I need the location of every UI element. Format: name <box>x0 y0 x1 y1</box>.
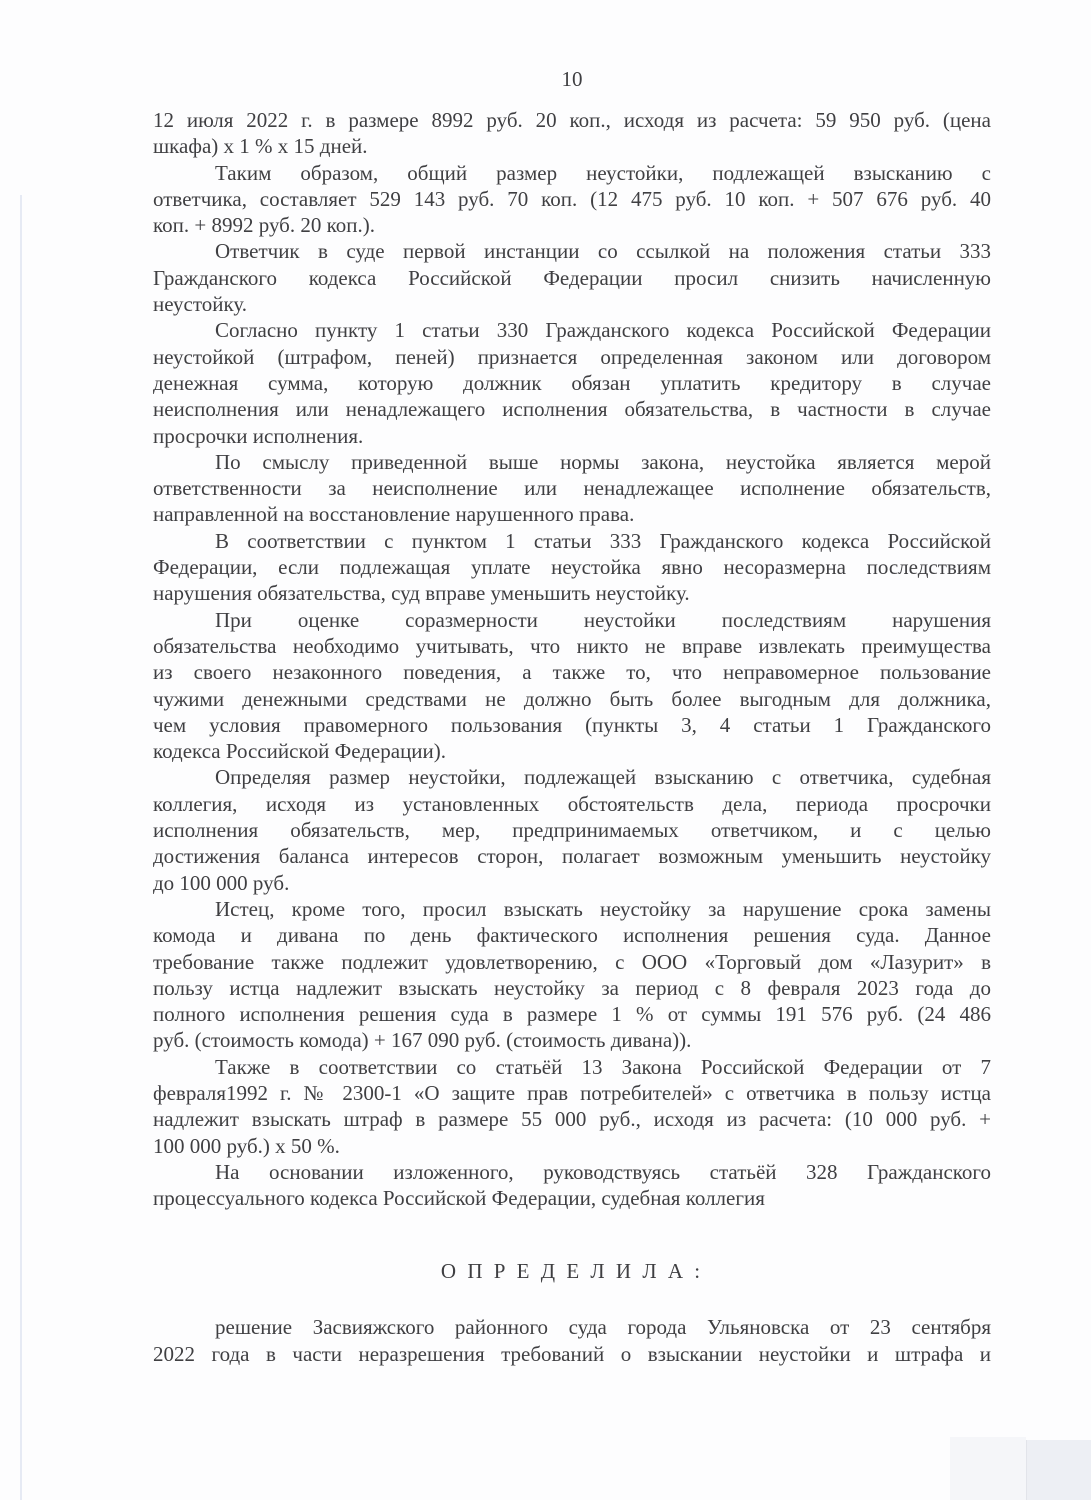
text-line: достижения баланса интересов сторон, полагает возможным уменьшить неустойку <box>153 844 991 869</box>
paragraph <box>153 317 991 448</box>
text-line: ответственности за неисполнение или ненадлежащее исполнение обязательств, <box>153 476 991 501</box>
text-line: Таким образом, общий размер неустойки, подлежащей взысканию с <box>215 160 991 185</box>
document-body <box>153 107 991 1211</box>
text-line: ответчика, составляет 529 143 руб. 70 коп. (12 475 руб. 10 коп. + 507 676 руб. 40 <box>153 186 991 211</box>
text-line: до 100 000 руб. <box>153 870 290 895</box>
text-line: из своего незаконного поведения, а также то, что неправомерное пользование <box>153 660 991 685</box>
text-line: шкафа) х 1 % х 15 дней. <box>153 134 368 159</box>
text-line: пользу истца надлежит взыскать неустойку за период с 8 февраля 2023 года до <box>153 975 991 1000</box>
text-line: направленной на восстановление нарушенного права. <box>153 502 635 527</box>
paragraph <box>153 607 991 765</box>
page-number: 10 <box>561 67 583 91</box>
text-line: В соответствии с пунктом 1 статьи 333 Гражданского кодекса Российской <box>215 528 991 553</box>
paragraph <box>153 449 991 528</box>
text-line: Федерации, если подлежащая уплате неустойка явно несоразмерна последствиям <box>153 555 991 580</box>
ruling-body <box>153 1314 991 1367</box>
text-line: комода и дивана по день фактического исполнения решения суда. Данное <box>153 923 991 948</box>
text-line: Истец, кроме того, просил взыскать неустойку за нарушение срока замены <box>215 896 991 921</box>
text-line: 12 июля 2022 г. в размере 8992 руб. 20 коп., исходя из расчета: 59 950 руб. (цена <box>153 108 991 132</box>
scan-artifact-corner-light <box>950 1437 1026 1500</box>
text-line: решение Засвияжского районного суда города Ульяновска от 23 сентября <box>215 1315 991 1340</box>
text-line: Ответчик в суде первой инстанции со ссылкой на положения статьи 333 <box>215 239 991 264</box>
text-line: неустойкой (штрафом, пеней) признается определенная законом или договором <box>153 344 991 369</box>
text-line: неисполнения или ненадлежащего исполнения обязательства, в частности в случае <box>153 397 991 422</box>
text-line: коп. + 8992 руб. 20 коп.). <box>153 213 375 238</box>
text-line: просрочки исполнения. <box>153 423 364 448</box>
ruling-heading: О П Р Е Д Е Л И Л А : <box>440 1259 704 1284</box>
text-line: Согласно пункту 1 статьи 330 Гражданского кодекса Российской Федерации <box>215 318 991 343</box>
text-line: нарушения обязательства, суд вправе уменьшить неустойку. <box>153 581 690 606</box>
text-line: руб. (стоимость комода) + 167 090 руб. (стоимость дивана)). <box>153 1028 692 1053</box>
text-line: Также в соответствии со статьёй 13 Закона Российской Федерации от 7 <box>215 1054 991 1079</box>
text-line: При оценке соразмерности неустойки последствиям нарушения <box>215 607 991 632</box>
text-line: 2022 года в части неразрешения требований о взыскании неустойки и штрафа и <box>153 1341 991 1366</box>
text-line: По смыслу приведенной выше нормы закона, неустойка является мерой <box>215 449 991 474</box>
paragraph <box>153 896 991 1054</box>
text-line: чужими денежными средствами не должно быть более выгодным для должника, <box>153 686 991 711</box>
text-line: требование также подлежит удовлетворению, с ООО «Торговый дом «Лазурит» в <box>153 949 991 974</box>
document-content <box>153 66 991 1367</box>
text-line: полного исполнения решения суда в размере 1 % от суммы 191 576 руб. (24 486 <box>153 1002 991 1027</box>
paragraph <box>153 1054 991 1159</box>
text-line: обязательства необходимо учитывать, что никто не вправе извлекать преимущества <box>153 633 991 658</box>
paragraph <box>153 764 991 895</box>
text-line: чем условия правомерного пользования (пункты 3, 4 статьи 1 Гражданского <box>153 712 991 737</box>
text-line: февраля1992 г. № 2300-1 «О защите прав потребителей» с ответчика в пользу истца <box>153 1080 991 1105</box>
text-line: денежная сумма, которую должник обязан уплатить кредитору в случае <box>153 370 991 395</box>
text-line: коллегия, исходя из установленных обстоятельств дела, периода просрочки <box>153 791 991 816</box>
text-line: надлежит взыскать штраф в размере 55 000 руб., исходя из расчета: (10 000 руб. + <box>153 1107 991 1132</box>
text-line: неустойку. <box>153 292 248 317</box>
text-line: Определяя размер неустойки, подлежащей взысканию с ответчика, судебная <box>215 765 991 790</box>
text-line: кодекса Российской Федерации). <box>153 739 447 764</box>
scan-artifact-corner-dark <box>1026 1440 1091 1500</box>
paragraph <box>153 1314 991 1367</box>
paragraph <box>153 1159 991 1212</box>
text-line: На основании изложенного, руководствуясь статьёй 328 Гражданского <box>215 1159 991 1184</box>
paragraph <box>153 160 991 239</box>
text-line: процессуального кодекса Российской Федерации, судебная коллегия <box>153 1186 765 1211</box>
text-line: исполнения обязательств, мер, предпринимаемых ответчиком, и с целью <box>153 818 991 843</box>
text-line: 100 000 руб.) х 50 %. <box>153 1133 340 1158</box>
paragraph <box>153 528 991 607</box>
paragraph <box>153 238 991 317</box>
text-line: Гражданского кодекса Российской Федерации просил снизить начисленную <box>153 265 991 290</box>
paragraph <box>153 107 991 160</box>
scan-artifact-left-line <box>20 195 22 1500</box>
